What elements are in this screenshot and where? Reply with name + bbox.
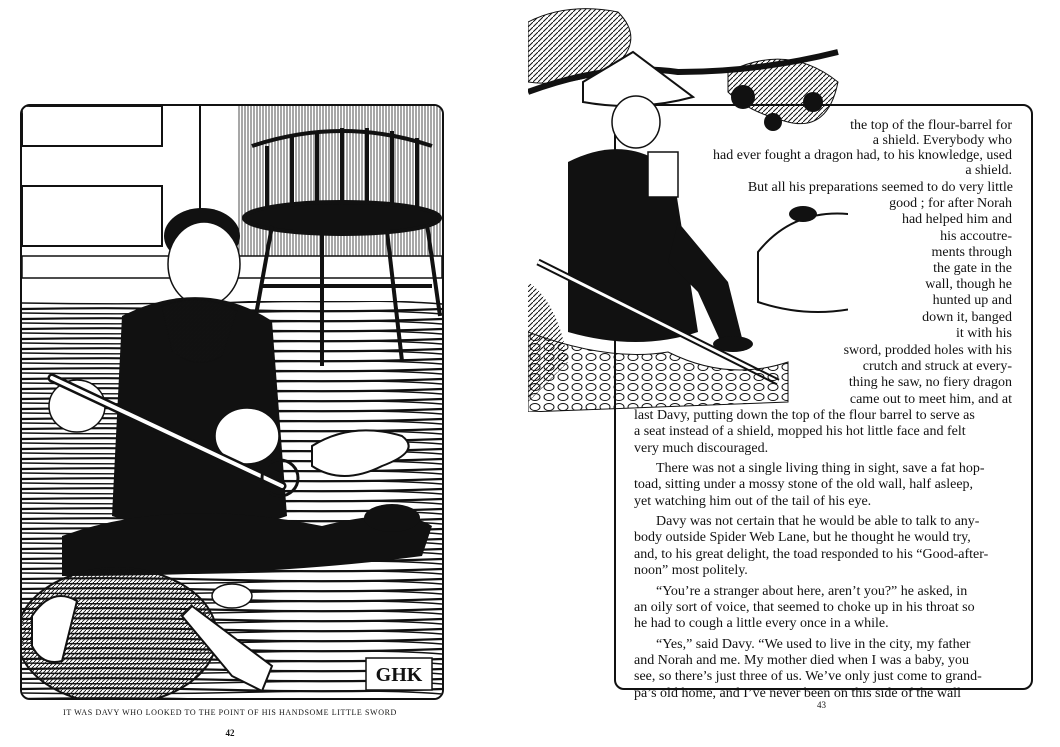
- page-number-left: 42: [225, 728, 235, 738]
- text-line: had helped him and: [901, 212, 1012, 227]
- page-number-right: 43: [817, 700, 826, 710]
- text-line: a seat instead of a shield, mopped his hot little face and felt: [634, 424, 966, 440]
- text-line: and Norah and me. My mother died when I was a baby, you: [634, 652, 970, 668]
- text-line: last Davy, putting down the top of the flour barrel to serve as: [634, 408, 975, 423]
- text-line: a shield.: [965, 163, 1012, 178]
- seated-boy-illustration: [528, 2, 848, 412]
- text-line: yet watching him out of the tail of his eye.: [634, 493, 872, 509]
- monogram: GHK: [375, 664, 423, 686]
- text-line: the top of the flour-barrel for: [850, 118, 1012, 133]
- text-line: pa’s old home, and I’ve never been on this side of the wall: [634, 685, 961, 701]
- text-line: came out to meet him, and at: [849, 392, 1012, 407]
- text-line: body outside Spider Web Lane, but he thought he would try,: [634, 530, 971, 546]
- text-line: hunted up and: [932, 293, 1012, 308]
- text-line: wall, though he: [925, 277, 1012, 292]
- text-line: thing he saw, no fiery dragon: [848, 375, 1012, 390]
- text-line: the gate in the: [933, 261, 1012, 276]
- text-line: But all his preparations seemed to do very little: [747, 180, 1013, 195]
- left-illustration: [20, 104, 444, 700]
- text-line: and, to his great delight, the toad responded to his “Good-after-: [634, 546, 989, 562]
- illustration-caption: IT WAS DAVY WHO LOOKED TO THE POINT OF HIS HANDSOME LITTLE SWORD: [63, 708, 397, 717]
- text-line: down it, banged: [922, 310, 1012, 325]
- text-line: “Yes,” said Davy. “We used to live in the city, my father: [656, 636, 971, 652]
- text-line: toad, sitting under a mossy stone of the old wall, half asleep,: [634, 477, 974, 493]
- text-line: see, so there’s just three of us. We’ve only just come to grand-: [634, 669, 982, 685]
- tree-and-boy-drawing: [528, 2, 848, 412]
- boy-with-sword-drawing: [22, 106, 442, 698]
- text-line: had ever fought a dragon had, to his knowledge, used: [713, 148, 1012, 163]
- text-line: Davy was not certain that he would be able to talk to any-: [656, 514, 980, 530]
- text-line: he had to cough a little every once in a while.: [634, 616, 889, 632]
- text-line: “You’re a stranger about here, aren’t you?” he asked, in: [656, 583, 968, 599]
- text-line: crutch and struck at every-: [862, 359, 1012, 374]
- text-line: sword, prodded holes with his: [843, 343, 1012, 358]
- text-line: noon” most politely.: [634, 563, 748, 579]
- text-line: There was not a single living thing in sight, save a fat hop-: [656, 461, 985, 477]
- text-line: an oily sort of voice, that seemed to choke up in his throat so: [634, 599, 975, 615]
- text-line: his accoutre-: [940, 229, 1012, 244]
- text-line: a shield. Everybody who: [872, 133, 1012, 148]
- text-line: ments through: [931, 245, 1012, 260]
- text-line: good ; for after Norah: [889, 196, 1012, 211]
- text-line: it with his: [955, 326, 1012, 341]
- text-line: very much discouraged.: [634, 440, 769, 456]
